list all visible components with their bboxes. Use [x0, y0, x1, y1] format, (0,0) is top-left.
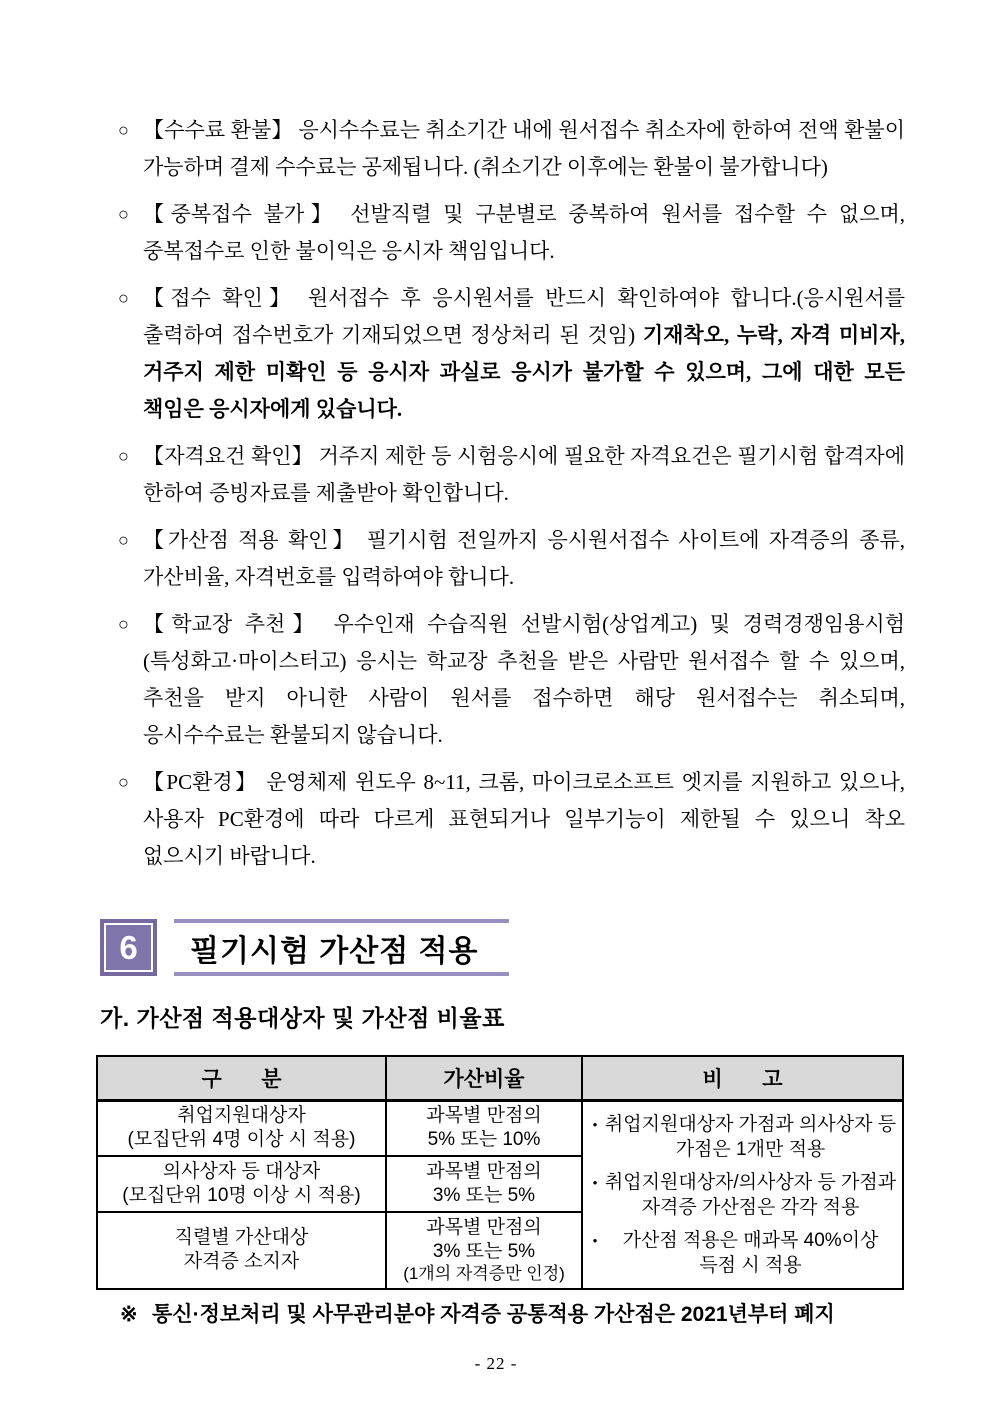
remark-item [587, 1228, 898, 1278]
bullet-body: 원서접수 후 응시원서를 반드시 확인하여야 합니다.(응시원서를 출력하여 접수번호가 기재되었으면 정상처리 된 것임) [143, 286, 905, 347]
cell-category [97, 1156, 386, 1212]
bullet-body: 필기시험 전일까지 응시원서접수 사이트에 자격증의 종류, 가산비율, 자격번호를 입력하여야 합니다. [143, 528, 905, 589]
bonus-point-table [96, 1055, 904, 1290]
table-header-row [97, 1056, 903, 1100]
remark-text: 취업지원대상자 가점과 의사상자 등 가점은 1개만 적용 [604, 1113, 897, 1160]
bullet-paragraph [143, 606, 905, 754]
category-line: 직렬별 가산대상 [174, 1227, 309, 1249]
ratio-line: 과목별 만점의 [426, 1161, 542, 1183]
bullet-paragraph [143, 522, 905, 596]
column-header-remarks: 비 고 [582, 1056, 903, 1100]
page-number: - 22 - [474, 1353, 518, 1373]
bullet-bonus-point-check [118, 522, 905, 596]
remark-text: 가산점 적용은 매과목 40%이상 득점 시 적용 [622, 1229, 879, 1276]
cell-category [97, 1100, 386, 1156]
ratio-line: 과목별 만점의 [426, 1105, 542, 1127]
bullet-receipt-check [118, 280, 905, 428]
bullet-paragraph [143, 764, 905, 875]
cell-ratio [386, 1156, 582, 1212]
section-header [100, 919, 992, 976]
bullet-body: 운영체제 윈도우 8~11, 크롬, 마이크로소프트 엣지를 지원하고 있으나, 사용자 PC환경에 따라 다르게 표현되거나 일부기능이 제한될 수 있으니 착오 없으시기 바랍니다. [143, 770, 905, 868]
circle-bullet-icon: ○ [118, 530, 129, 550]
ratio-line: 5% 또는 10% [427, 1129, 541, 1151]
circle-bullet-icon: ○ [118, 120, 129, 140]
bullet-paragraph [143, 280, 905, 428]
bullet-tag: 【학교장 추천】 [143, 612, 321, 636]
column-header-category: 구 분 [97, 1056, 386, 1100]
bullet-tag: 【가산점 적용 확인】 [143, 528, 358, 552]
category-line: (모집단위 10명 이상 시 적용) [122, 1185, 361, 1207]
cell-remarks [582, 1100, 903, 1289]
bullet-pc-environment [118, 764, 905, 875]
remark-text: 취업지원대상자/의사상자 등 가점과 자격증 가산점은 각각 적용 [604, 1171, 897, 1218]
bullet-body: 우수인재 수습직원 선발시험(상업계고) 및 경력경쟁임용시험 (특성화고·마이스터고) 응시는 학교장 추천을 받은 사람만 원서접수 할 수 있으며, 추천을 받지 아니한 사람이 원서를 접수하면 해당 원서접수는 취소되며, 응시수수료는 환불되지 않습니다. [143, 612, 905, 747]
bullet-tag: 【자격요건 확인】 [143, 444, 314, 468]
circle-bullet-icon: ○ [118, 204, 129, 224]
bullet-tag: 【PC환경】 [143, 770, 259, 794]
bullet-paragraph [143, 112, 905, 186]
table-row [97, 1100, 903, 1156]
circle-bullet-icon: ○ [118, 288, 129, 308]
bullet-body-bold: 기재착오, 누락, 자격 미비자, 거주지 제한 미확인 등 응시자 과실로 응시가 불가할 수 있으며, 그에 대한 모든 책임은 응시자에게 있습니다. [143, 323, 905, 421]
category-line: 의사상자 등 대상자 [162, 1161, 321, 1183]
circle-bullet-icon: ○ [118, 772, 129, 792]
bullet-duplicate-application [118, 196, 905, 270]
reference-mark-icon: ※ [120, 1302, 138, 1326]
cell-ratio [386, 1100, 582, 1156]
bullet-paragraph [143, 438, 905, 512]
dot-bullet-icon: • [592, 1174, 598, 1190]
bullet-body: 거주지 제한 등 시험응시에 필요한 자격요건은 필기시험 합격자에 한하여 증빙자료를 제출받아 확인합니다. [143, 444, 906, 505]
circle-bullet-icon: ○ [118, 614, 129, 634]
column-header-ratio: 가산비율 [386, 1056, 582, 1100]
circle-bullet-icon: ○ [118, 446, 129, 466]
bullet-tag: 【중복접수 불가】 [143, 202, 339, 226]
category-line: (모집단위 4명 이상 시 적용) [127, 1129, 356, 1151]
cell-ratio [386, 1212, 582, 1288]
category-line: 취업지원대상자 [177, 1105, 306, 1127]
ratio-line: 3% 또는 5% [432, 1185, 536, 1207]
dot-bullet-icon: • [592, 1116, 598, 1132]
ratio-line: 과목별 만점의 [426, 1217, 542, 1239]
bullet-tag: 【접수 확인】 [143, 286, 297, 310]
bullet-paragraph [143, 196, 905, 270]
footnote [120, 1302, 992, 1328]
bullet-tag: 【수수료 환불】 [143, 118, 293, 142]
cell-category [97, 1212, 386, 1288]
ratio-line: 3% 또는 5% [432, 1241, 536, 1263]
bullet-fee-refund [118, 112, 905, 186]
bullet-body: 응시수수료는 취소기간 내에 원서접수 취소자에 한하여 전액 환불이 가능하며 결제 수수료는 공제됩니다. (취소기간 이후에는 환불이 불가합니다) [143, 118, 905, 179]
subsection-title: 가. 가산점 적용대상자 및 가산점 비율표 [100, 1005, 505, 1031]
bullet-body: 선발직렬 및 구분별로 중복하여 원서를 접수할 수 없으며, 중복접수로 인한 불이익은 응시자 책임입니다. [143, 202, 906, 263]
section-title: 필기시험 가산점 적용 [174, 919, 509, 976]
dot-bullet-icon: • [592, 1232, 598, 1248]
footnote-text: 통신·정보처리 및 사무관리분야 자격증 공통적용 가산점은 2021년부터 폐지 [152, 1302, 835, 1326]
remark-item [587, 1112, 898, 1162]
section-number-badge: 6 [100, 919, 157, 976]
bullet-qualification-check [118, 438, 905, 512]
category-line: 자격증 소지자 [183, 1251, 300, 1273]
bullet-principal-recommendation [118, 606, 905, 754]
ratio-note: (1개의 자격증만 인정) [403, 1264, 565, 1284]
remark-item [587, 1170, 898, 1220]
